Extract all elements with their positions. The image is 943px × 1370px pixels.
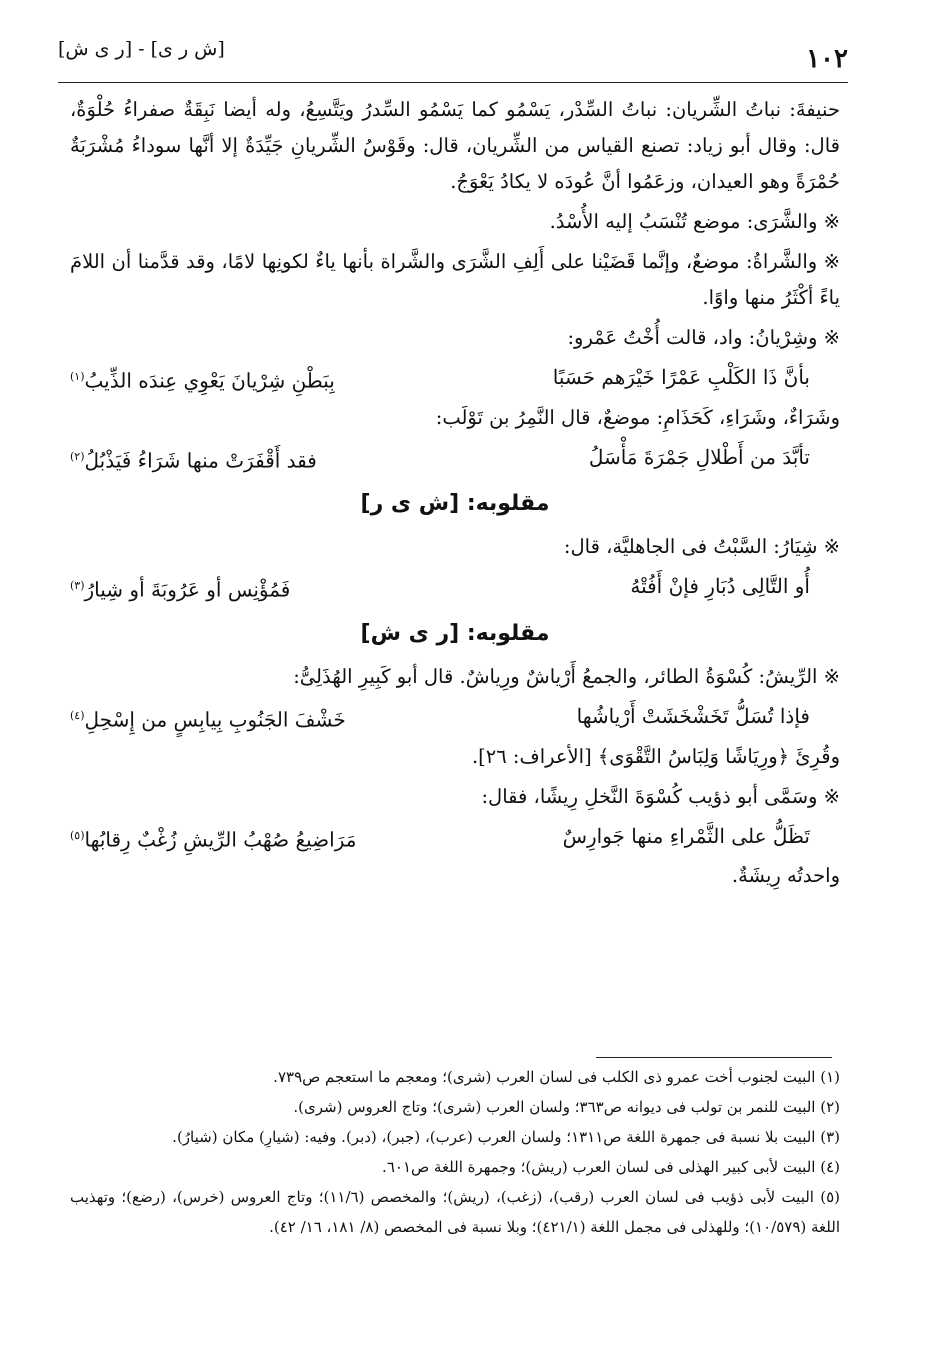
footnote-5: (٥) البيت لأبى ذؤيب فى لسان العرب (رقب)، (زغب)، (ريش)؛ والمخصص (١١/٦)؛ وتاج العروس (خرس)، (رضع)؛ وتهذيب اللغة (١٠/٥٧٩)؛ وللهذلى فى مجمل اللغة (٤٢١/١)؛ وبلا نسبة فى المخصص (٨/ ١٨١، ١٦/ ٤٢). bbox=[70, 1188, 840, 1236]
verse-5-second-hemistich: مَرَاضِيعُ صُهْبُ الرِّيشِ زُغْبٌ رِقابُها$^{(٥)}$ bbox=[70, 827, 357, 852]
footnote-1: (١) البيت لجنوب أخت عمرو ذى الكلب فى لسان العرب (شرى)؛ ومعجم ما استعجم ص٧٣٩. bbox=[273, 1068, 840, 1086]
paragraph-quran-reading: وقُرِئَ ﴿ورِيَاشًا وَلِبَاسُ التَّقْوَى﴾ [الأعراف: ٢٦]. bbox=[471, 744, 840, 768]
footnote-ref-1: (١) bbox=[70, 370, 85, 383]
verse-2-second-hemistich: فقد أَقْفَرَتْ منها شَرَاءُ فَيَذْبُلُ$^{(٢)}$ bbox=[70, 448, 317, 473]
entry-shiryan: ※ وشِرْيانُ: واد، قالت أُخْتُ عَمْرو: bbox=[567, 326, 840, 349]
footnote-rule bbox=[596, 1057, 832, 1058]
verse-3-second-hemistich: فَمُؤْنِس أو عَرُوبَةَ أو شِيارُ$^{(٣)}$ bbox=[70, 577, 291, 602]
paragraph-1: حنيفةَ: نباتُ الشِّريان: نباتُ السِّدْر، يَسْمُو كما يَسْمُو السِّدرُ ويَتَّسِعُ، وله أيضا نَبِقَةٌ صفراءُ حُلْوَةٌ، قال: وقال أبو زياد: تصنع القياس من الشِّريان، قال: وقَوْسُ الشِّريانِ جَيِّدَةٌ إلا أنَّها سوداءُ مُشْرَبَةٌ حُمْرَةً وهو العيدان، وزعَمُوا أنَّ عُودَه لا يكادُ يَعْوَجُ. bbox=[70, 98, 840, 193]
paragraph-singular: واحدتُه رِيشَةٌ. bbox=[731, 864, 840, 888]
footnote-ref-3: (٣) bbox=[70, 579, 85, 593]
footnote-4: (٤) البيت لأبى كبير الهذلى فى لسان العرب (ريش)؛ وجمهرة اللغة ص٦٠١. bbox=[382, 1158, 840, 1176]
verse-3 bbox=[70, 567, 840, 609]
footnote-2: (٢) البيت للنمر بن تولب فى ديوانه ص٣٦٣؛ ولسان العرب (شرى)؛ وتاج العروس (شرى). bbox=[293, 1098, 840, 1116]
header-rule bbox=[58, 82, 848, 83]
footnote-ref-4: (٤) bbox=[70, 708, 85, 722]
verse-3-first-hemistich: أُو التَّالِى دُبَارِ فإنْ أَفُتْهُ bbox=[630, 574, 810, 599]
entry-al-shara: ※ والشَّرَى: موضع تُنْسَبُ إليه الأُسْدُ. bbox=[549, 210, 840, 233]
entry-al-sharat: ※ والشَّراةُ: موضعٌ، وإنَّما قَضَيْنا على أَلِفِ الشَّرَى والشَّراة بأنها ياءٌ لكونِها لامًا، وقد قدَّمنا أن اللامَ ياءً أكْثَرُ منها واوًا. bbox=[70, 250, 840, 309]
section-heading-rysh: مقلوبه: [ر ى ش] bbox=[360, 620, 550, 646]
entry-al-rish: ※ الرِّيشُ: كُسْوَةُ الطائر، والجمعُ أَرْياشٌ ورِياشٌ. قال أبو كَبِيرِ الهُذَلِىُّ: bbox=[293, 664, 840, 688]
running-head: [ش ر ى] - [ر ى ش] bbox=[58, 38, 225, 60]
verse-4-second-hemistich: خَشْفَ الجَنُوبِ بِيابِسٍ من إِسْحِلِ$^{(٤)}$ bbox=[70, 707, 346, 732]
verse-2-first-hemistich: تأبَّدَ من أَطْلالِ جَمْرَةَ مَأْسَلُ bbox=[588, 444, 810, 469]
footnote-ref-2: (٢) bbox=[70, 449, 85, 463]
verse-1-first-hemistich: بأنَّ ذَا الكَلْبِ عَمْرًا خَيْرَهم حَسَبًا bbox=[552, 365, 810, 389]
verse-4 bbox=[70, 697, 840, 739]
paragraph-sharaa: وشَرَاءٌ، وشَرَاءِ، كَحَذَامِ: موضعٌ، قال النَّمِرُ بن تَوْلَب: bbox=[435, 405, 840, 429]
main-text bbox=[70, 92, 840, 894]
page-header bbox=[58, 38, 848, 82]
verse-2 bbox=[70, 438, 840, 480]
footnote-ref-5: (٥) bbox=[70, 828, 85, 842]
entry-shiyar: ※ شِيَارُ: السَّبْتُ فى الجاهليَّة، قال: bbox=[563, 535, 840, 559]
verse-5 bbox=[70, 817, 840, 859]
page-number: ١٠٢ bbox=[806, 44, 848, 74]
verse-1-second-hemistich: بِبَطْنِ شِرْيانَ يَعْوِي عِندَه الذِّيبُ$^{(١)}$ bbox=[70, 368, 335, 393]
footnote-3: (٣) البيت بلا نسبة فى جمهرة اللغة ص١٣١١؛ ولسان العرب (عرب)، (جبر)، (دبر). وفيه: (شيارِ) مكان (شيارُ). bbox=[172, 1128, 840, 1146]
verse-1 bbox=[70, 358, 840, 400]
verse-5-first-hemistich: تَظَلُّ على الثَّمْراءِ منها جَوارِسٌ bbox=[562, 823, 810, 848]
section-heading-shyr: مقلوبه: [ش ى ر] bbox=[360, 491, 550, 517]
footnotes bbox=[70, 1062, 840, 1242]
verse-4-first-hemistich: فإذا تُسَلُّ تَخَشْخَشَتْ أَرْياشُها bbox=[576, 703, 810, 728]
entry-abu-dhuayb: ※ وسَمَّى أبو ذؤيب كُسْوَةَ النَّخلِ رِيشًا، فقال: bbox=[481, 784, 840, 808]
